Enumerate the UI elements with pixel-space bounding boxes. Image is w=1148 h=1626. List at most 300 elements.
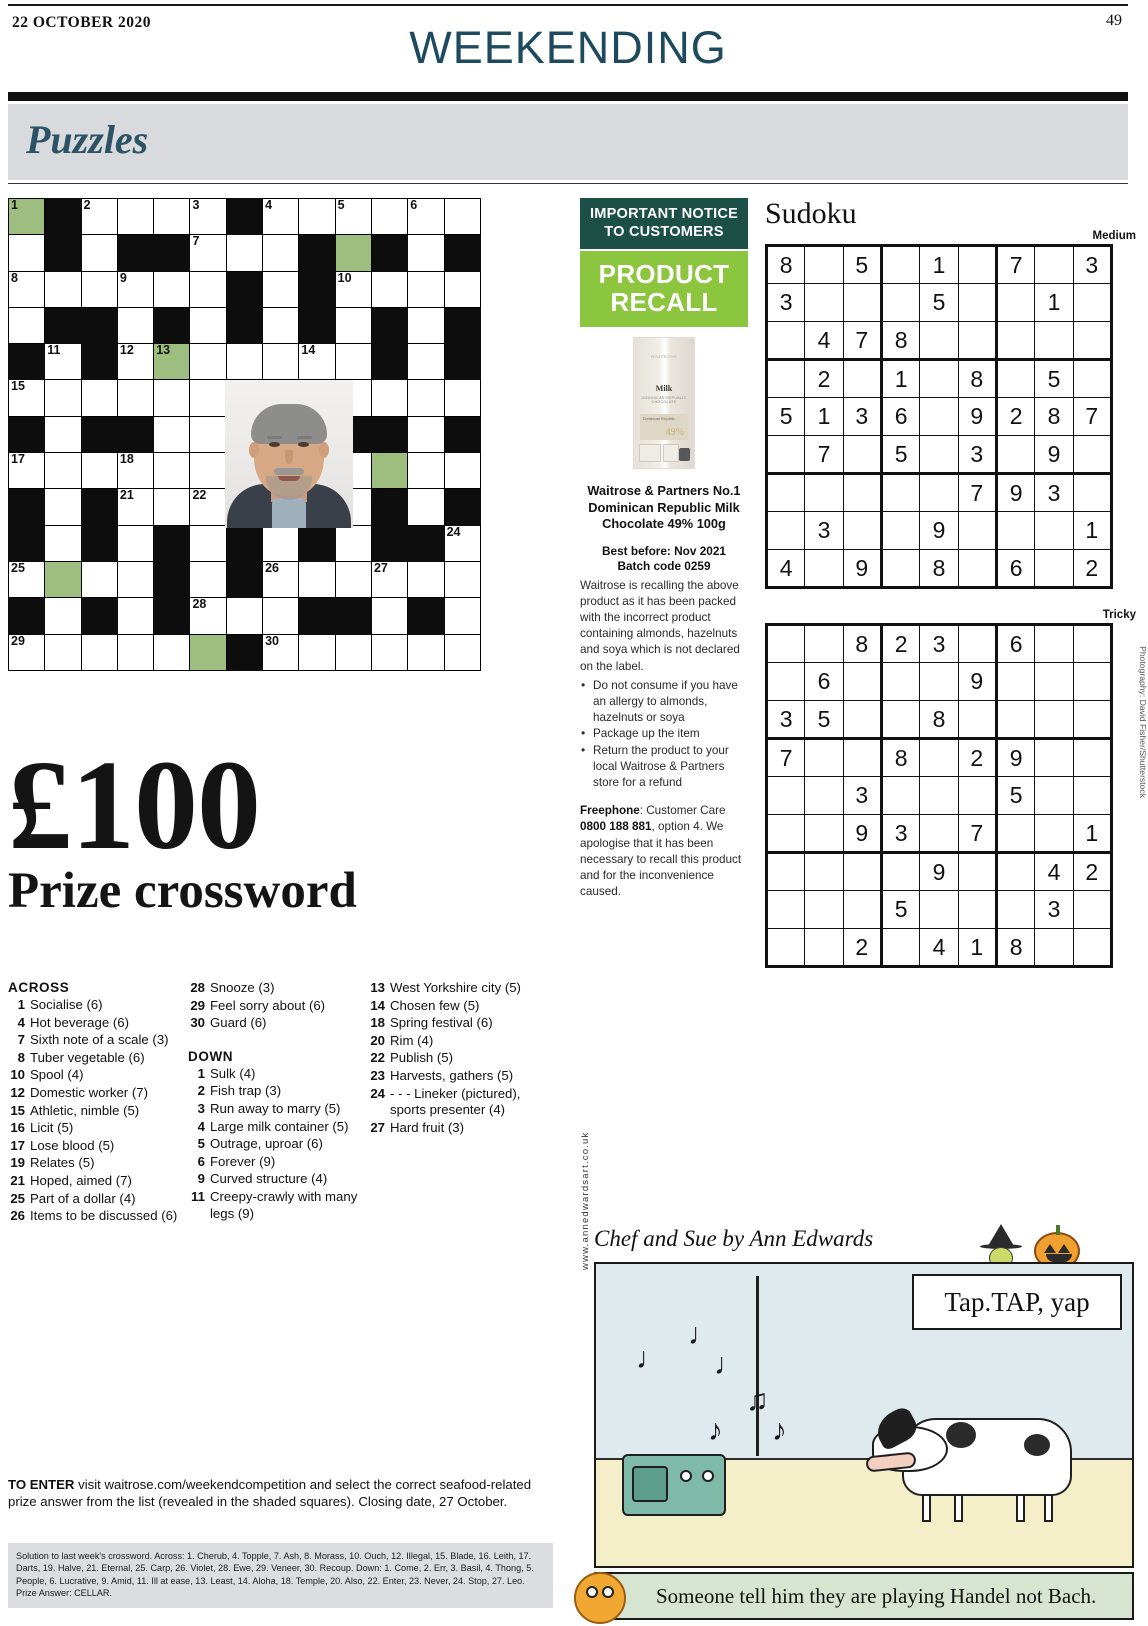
sudoku-tricky-given-cell[interactable]: 2: [1073, 853, 1111, 891]
sudoku-tricky-empty-cell[interactable]: [767, 929, 805, 967]
sudoku-tricky-empty-cell[interactable]: [958, 853, 996, 891]
crossword-cell[interactable]: [335, 561, 371, 597]
sudoku-tricky-given-cell[interactable]: 8: [920, 701, 958, 739]
crossword-cell[interactable]: [444, 561, 480, 597]
sudoku-tricky-empty-cell[interactable]: [1035, 663, 1073, 701]
sudoku-tricky-given-cell[interactable]: 2: [881, 625, 919, 663]
sudoku-tricky-empty-cell[interactable]: [1073, 777, 1111, 815]
sudoku-medium-empty-cell[interactable]: [805, 474, 843, 512]
crossword-cell[interactable]: [408, 380, 444, 416]
sudoku-tricky-empty-cell[interactable]: [1035, 701, 1073, 739]
sudoku-medium-empty-cell[interactable]: [843, 284, 881, 322]
sudoku-medium-given-cell[interactable]: 1: [1035, 284, 1073, 322]
sudoku-medium-empty-cell[interactable]: [805, 246, 843, 284]
sudoku-medium-empty-cell[interactable]: [920, 474, 958, 512]
crossword-cell[interactable]: [190, 453, 226, 489]
crossword-block-cell: [444, 416, 480, 452]
sudoku-tricky-given-cell[interactable]: 6: [805, 663, 843, 701]
crossword-cell[interactable]: [226, 235, 262, 271]
clue-number: 23: [370, 1067, 385, 1083]
sudoku-tricky-given-cell[interactable]: 9: [920, 853, 958, 891]
sudoku-medium-empty-cell[interactable]: [1073, 322, 1111, 360]
crossword-cell[interactable]: [444, 271, 480, 307]
sudoku-tricky-given-cell[interactable]: 4: [920, 929, 958, 967]
sudoku-tricky-empty-cell[interactable]: [1035, 777, 1073, 815]
recall-headline-2: RECALL: [610, 287, 718, 317]
sudoku-tricky-given-cell[interactable]: 4: [1035, 853, 1073, 891]
sudoku-medium-given-cell[interactable]: 7: [843, 322, 881, 360]
prize-amount: £100: [8, 734, 260, 876]
crossword-block-cell: [299, 235, 335, 271]
crossword-cell[interactable]: [226, 344, 262, 380]
crossword-cell[interactable]: [335, 344, 371, 380]
sudoku-tricky-empty-cell[interactable]: [958, 625, 996, 663]
sudoku-tricky-empty-cell[interactable]: [920, 815, 958, 853]
crossword-cell[interactable]: [190, 598, 226, 634]
sudoku-medium-empty-cell[interactable]: [767, 436, 805, 474]
sudoku-grid-medium[interactable]: [765, 244, 1113, 589]
portrait-illustration: [225, 380, 353, 528]
sudoku-tricky-empty-cell[interactable]: [843, 701, 881, 739]
sudoku-tricky-empty-cell[interactable]: [805, 739, 843, 777]
sudoku-medium-empty-cell[interactable]: [958, 322, 996, 360]
crossword-cell[interactable]: [263, 271, 299, 307]
crossword-cell[interactable]: [263, 634, 299, 670]
crossword-cell[interactable]: [117, 561, 153, 597]
crossword-cell[interactable]: [81, 271, 117, 307]
sudoku-medium-given-cell[interactable]: 7: [996, 246, 1034, 284]
sudoku-medium-given-cell[interactable]: 8: [1035, 398, 1073, 436]
sudoku-medium-given-cell[interactable]: 3: [1073, 246, 1111, 284]
sudoku-medium-given-cell[interactable]: 9: [958, 398, 996, 436]
crossword-clue-number: 9: [119, 270, 127, 285]
pack-band-text: Dominican Republic: [643, 417, 675, 421]
crossword-cell[interactable]: [263, 199, 299, 235]
crossword-cell[interactable]: [408, 271, 444, 307]
crossword-cell[interactable]: [45, 598, 81, 634]
crossword-cell[interactable]: [117, 453, 153, 489]
sudoku-tricky-empty-cell[interactable]: [805, 777, 843, 815]
clue-text: Fish trap (3): [210, 1083, 282, 1099]
sudoku-medium-empty-cell[interactable]: [920, 436, 958, 474]
crossword-cell[interactable]: [9, 561, 45, 597]
sudoku-medium-given-cell[interactable]: 8: [881, 322, 919, 360]
crossword-cell[interactable]: [263, 598, 299, 634]
sudoku-tricky-given-cell[interactable]: 9: [958, 663, 996, 701]
sudoku-medium-given-cell[interactable]: 5: [920, 284, 958, 322]
crossword-cell[interactable]: [444, 525, 480, 561]
crossword-cell[interactable]: [45, 453, 81, 489]
sudoku-tricky-empty-cell[interactable]: [805, 891, 843, 929]
crossword-cell[interactable]: [117, 344, 153, 380]
crossword-cell[interactable]: [408, 199, 444, 235]
sudoku-medium-given-cell[interactable]: 1: [920, 246, 958, 284]
sudoku-tricky-given-cell[interactable]: 1: [958, 929, 996, 967]
crossword-block-cell: [408, 598, 444, 634]
crossword-cell[interactable]: [408, 235, 444, 271]
crossword-cell[interactable]: [81, 235, 117, 271]
freephone-number: 0800 188 881: [580, 820, 652, 834]
sudoku-medium-empty-cell[interactable]: [958, 284, 996, 322]
sudoku-tricky-given-cell[interactable]: 7: [767, 739, 805, 777]
sudoku-tricky-empty-cell[interactable]: [805, 625, 843, 663]
crossword-cell[interactable]: [45, 380, 81, 416]
sudoku-medium-empty-cell[interactable]: [805, 284, 843, 322]
crossword-clue-number: 28: [192, 597, 207, 612]
crossword-cell[interactable]: [117, 598, 153, 634]
crossword-cell[interactable]: [408, 561, 444, 597]
sudoku-tricky-given-cell[interactable]: 3: [843, 777, 881, 815]
sudoku-medium-row: [767, 550, 1112, 588]
sudoku-tricky-empty-cell[interactable]: [881, 701, 919, 739]
sudoku-tricky-empty-cell[interactable]: [1073, 891, 1111, 929]
sudoku-tricky-empty-cell[interactable]: [1073, 625, 1111, 663]
sudoku-medium-empty-cell[interactable]: [767, 322, 805, 360]
sudoku-medium-empty-cell[interactable]: [843, 474, 881, 512]
sudoku-medium-empty-cell[interactable]: [805, 550, 843, 588]
crossword-cell[interactable]: [117, 489, 153, 525]
sudoku-tricky-empty-cell[interactable]: [996, 815, 1034, 853]
crossword-cell[interactable]: [299, 344, 335, 380]
sudoku-medium-given-cell[interactable]: 5: [843, 246, 881, 284]
sudoku-tricky-empty-cell[interactable]: [767, 815, 805, 853]
sudoku-medium-given-cell[interactable]: 2: [996, 398, 1034, 436]
sudoku-medium-given-cell[interactable]: 9: [920, 512, 958, 550]
sudoku-medium-empty-cell[interactable]: [958, 550, 996, 588]
crossword-cell[interactable]: [190, 271, 226, 307]
crossword-cell[interactable]: [190, 380, 226, 416]
crossword-shaded-cell[interactable]: [190, 634, 226, 670]
sudoku-tricky-empty-cell[interactable]: [1073, 701, 1111, 739]
crossword-cell[interactable]: [444, 380, 480, 416]
crossword-cell[interactable]: [154, 453, 190, 489]
portrait-shirt: [272, 498, 306, 528]
crossword-cell[interactable]: [335, 307, 371, 343]
crossword-cell[interactable]: [81, 453, 117, 489]
sudoku-tricky-given-cell[interactable]: 5: [881, 891, 919, 929]
sudoku-medium-given-cell[interactable]: 9: [1035, 436, 1073, 474]
crossword-cell[interactable]: [444, 634, 480, 670]
important-notice-banner: [580, 198, 748, 249]
sudoku-medium-empty-cell[interactable]: [1073, 360, 1111, 398]
sudoku-medium-empty-cell[interactable]: [1035, 246, 1073, 284]
crossword-cell[interactable]: [299, 634, 335, 670]
crossword-cell[interactable]: [9, 307, 45, 343]
crossword-cell[interactable]: [117, 525, 153, 561]
crossword-shaded-cell[interactable]: [9, 199, 45, 235]
sudoku-tricky-given-cell[interactable]: 7: [958, 815, 996, 853]
sudoku-tricky-empty-cell[interactable]: [881, 777, 919, 815]
crossword-cell[interactable]: [408, 344, 444, 380]
crossword-cell[interactable]: [371, 561, 407, 597]
across-clue-list-part2: [188, 980, 360, 1032]
sudoku-medium-empty-cell[interactable]: [881, 474, 919, 512]
sudoku-grid-tricky[interactable]: [765, 623, 1113, 968]
sudoku-medium-empty-cell[interactable]: [958, 512, 996, 550]
sudoku-tricky-given-cell[interactable]: 2: [843, 929, 881, 967]
crossword-cell[interactable]: [190, 489, 226, 525]
sudoku-tricky-given-cell[interactable]: 3: [881, 815, 919, 853]
pack-label-band: [640, 414, 688, 440]
sudoku-medium-given-cell[interactable]: 3: [843, 398, 881, 436]
crossword-cell[interactable]: [408, 416, 444, 452]
sudoku-tricky-empty-cell[interactable]: [767, 663, 805, 701]
crossword-cell[interactable]: [335, 525, 371, 561]
crossword-cell[interactable]: [371, 380, 407, 416]
crossword-cell[interactable]: [335, 199, 371, 235]
crossword-cell[interactable]: [190, 307, 226, 343]
sudoku-medium-given-cell[interactable]: 3: [767, 284, 805, 322]
crossword-row: [9, 344, 481, 380]
sudoku-tricky-empty-cell[interactable]: [920, 663, 958, 701]
crossword-cell[interactable]: [45, 634, 81, 670]
sudoku-tricky-empty-cell[interactable]: [958, 777, 996, 815]
sudoku-tricky-given-cell[interactable]: 3: [920, 625, 958, 663]
crossword-clue: [8, 1032, 180, 1049]
sudoku-medium-given-cell[interactable]: 3: [958, 436, 996, 474]
crossword-clue: [188, 1189, 360, 1222]
crossword-clue: [8, 1085, 180, 1102]
sudoku-tricky-empty-cell[interactable]: [996, 891, 1034, 929]
sudoku-tricky-given-cell[interactable]: 8: [881, 739, 919, 777]
crossword-cell[interactable]: [190, 344, 226, 380]
crossword-cell[interactable]: [9, 634, 45, 670]
sudoku-tricky-empty-cell[interactable]: [805, 815, 843, 853]
sudoku-tricky-empty-cell[interactable]: [996, 853, 1034, 891]
sudoku-medium-given-cell[interactable]: 9: [843, 550, 881, 588]
sudoku-tricky-empty-cell[interactable]: [767, 625, 805, 663]
crossword-cell[interactable]: [117, 271, 153, 307]
crossword-cell[interactable]: [444, 598, 480, 634]
sudoku-medium-empty-cell[interactable]: [843, 436, 881, 474]
sudoku-medium-given-cell[interactable]: 1: [805, 398, 843, 436]
sudoku-medium-empty-cell[interactable]: [881, 512, 919, 550]
crossword-cell[interactable]: [190, 235, 226, 271]
crossword-cell[interactable]: [45, 489, 81, 525]
crossword-cell[interactable]: [154, 416, 190, 452]
sudoku-tricky-row: [767, 853, 1112, 891]
sudoku-tricky-empty-cell[interactable]: [1073, 929, 1111, 967]
crossword-cell[interactable]: [263, 235, 299, 271]
crossword-cell[interactable]: [117, 634, 153, 670]
sudoku-tricky-empty-cell[interactable]: [1035, 929, 1073, 967]
crossword-clue: [188, 1083, 360, 1100]
sudoku-medium-empty-cell[interactable]: [920, 322, 958, 360]
crossword-cell[interactable]: [81, 634, 117, 670]
sudoku-tricky-given-cell[interactable]: 9: [996, 739, 1034, 777]
sudoku-tricky-empty-cell[interactable]: [843, 663, 881, 701]
crossword-cell[interactable]: [81, 199, 117, 235]
crossword-cell[interactable]: [45, 271, 81, 307]
sudoku-medium-empty-cell[interactable]: [1073, 474, 1111, 512]
crossword-cell[interactable]: [9, 453, 45, 489]
crossword-shaded-cell[interactable]: [154, 344, 190, 380]
sudoku-medium-given-cell[interactable]: 5: [767, 398, 805, 436]
sudoku-medium-empty-cell[interactable]: [1073, 284, 1111, 322]
crossword-cell[interactable]: [154, 634, 190, 670]
crossword-shaded-cell[interactable]: [371, 453, 407, 489]
crossword-cell[interactable]: [117, 199, 153, 235]
crossword-cell[interactable]: [444, 199, 480, 235]
crossword-cell[interactable]: [263, 344, 299, 380]
sudoku-medium-empty-cell[interactable]: [881, 246, 919, 284]
sudoku-medium-given-cell[interactable]: 2: [1073, 550, 1111, 588]
sudoku-tricky-empty-cell[interactable]: [1073, 739, 1111, 777]
sudoku-tricky-empty-cell[interactable]: [843, 853, 881, 891]
crossword-shaded-cell[interactable]: [335, 235, 371, 271]
crossword-cell[interactable]: [408, 634, 444, 670]
sudoku-tricky-empty-cell[interactable]: [805, 853, 843, 891]
sudoku-medium-given-cell[interactable]: 7: [1073, 398, 1111, 436]
crossword-cell[interactable]: [117, 307, 153, 343]
sudoku-medium-empty-cell[interactable]: [1035, 550, 1073, 588]
sudoku-medium-empty-cell[interactable]: [996, 284, 1034, 322]
sudoku-medium-given-cell[interactable]: 7: [805, 436, 843, 474]
crossword-cell[interactable]: [190, 199, 226, 235]
sudoku-tricky-empty-cell[interactable]: [881, 853, 919, 891]
sudoku-tricky-given-cell[interactable]: 8: [996, 929, 1034, 967]
crossword-cell[interactable]: [154, 380, 190, 416]
crossword-cell[interactable]: [117, 380, 153, 416]
sudoku-medium-empty-cell[interactable]: [881, 550, 919, 588]
sudoku-tricky-empty-cell[interactable]: [881, 929, 919, 967]
sudoku-tricky-empty-cell[interactable]: [1035, 815, 1073, 853]
sudoku-tricky-empty-cell[interactable]: [958, 701, 996, 739]
sudoku-tricky-given-cell[interactable]: 3: [767, 701, 805, 739]
crossword-cell[interactable]: [190, 416, 226, 452]
crossword-cell[interactable]: [45, 525, 81, 561]
sudoku-medium-given-cell[interactable]: 5: [881, 436, 919, 474]
sudoku-medium-given-cell[interactable]: 1: [1073, 512, 1111, 550]
sudoku-medium-given-cell[interactable]: 4: [767, 550, 805, 588]
crossword-block-cell: [117, 235, 153, 271]
sudoku-medium-given-cell[interactable]: 8: [767, 246, 805, 284]
sudoku-medium-given-cell[interactable]: 1: [881, 360, 919, 398]
sudoku-tricky-given-cell[interactable]: 5: [996, 777, 1034, 815]
crossword-cell[interactable]: [45, 344, 81, 380]
crossword-cell[interactable]: [9, 380, 45, 416]
sudoku-medium-empty-cell[interactable]: [920, 360, 958, 398]
sudoku-medium-given-cell[interactable]: 6: [881, 398, 919, 436]
sudoku-medium-given-cell[interactable]: 4: [805, 322, 843, 360]
recall-instruction-item: • Package up the item: [580, 726, 748, 742]
sudoku-medium-empty-cell[interactable]: [996, 512, 1034, 550]
sudoku-tricky-given-cell[interactable]: 6: [996, 625, 1034, 663]
crossword-cell[interactable]: [45, 416, 81, 452]
crossword-cell[interactable]: [154, 271, 190, 307]
crossword-cell[interactable]: [190, 525, 226, 561]
sudoku-tricky-empty-cell[interactable]: [996, 701, 1034, 739]
crossword-cell[interactable]: [371, 199, 407, 235]
sudoku-tricky-given-cell[interactable]: 2: [958, 739, 996, 777]
sudoku-tricky-empty-cell[interactable]: [843, 739, 881, 777]
sudoku-medium-given-cell[interactable]: 8: [958, 360, 996, 398]
sudoku-medium-given-cell[interactable]: 7: [958, 474, 996, 512]
crossword-cell[interactable]: [299, 561, 335, 597]
crossword-cell[interactable]: [371, 598, 407, 634]
crossword-shaded-cell[interactable]: [45, 561, 81, 597]
crossword-cell[interactable]: [81, 380, 117, 416]
sudoku-tricky-empty-cell[interactable]: [920, 739, 958, 777]
sudoku-medium-given-cell[interactable]: 6: [996, 550, 1034, 588]
crossword-cell[interactable]: [408, 307, 444, 343]
crossword-cell[interactable]: [9, 235, 45, 271]
sudoku-medium-empty-cell[interactable]: [996, 360, 1034, 398]
crossword-cell[interactable]: [190, 561, 226, 597]
best-before-date: Best before: Nov 2021: [602, 543, 726, 558]
sudoku-medium-given-cell[interactable]: 8: [920, 550, 958, 588]
sudoku-medium-empty-cell[interactable]: [996, 436, 1034, 474]
crossword-cell[interactable]: [335, 271, 371, 307]
sudoku-medium-given-cell[interactable]: 3: [805, 512, 843, 550]
crossword-cell[interactable]: [408, 453, 444, 489]
crossword-cell[interactable]: [299, 199, 335, 235]
crossword-cell[interactable]: [226, 598, 262, 634]
sudoku-tricky-empty-cell[interactable]: [920, 891, 958, 929]
clue-number: 22: [370, 1050, 385, 1066]
sudoku-tricky-empty-cell[interactable]: [767, 777, 805, 815]
crossword-cell[interactable]: [81, 561, 117, 597]
sudoku-medium-empty-cell[interactable]: [843, 512, 881, 550]
sudoku-tricky-empty-cell[interactable]: [1073, 663, 1111, 701]
crossword-cell[interactable]: [263, 307, 299, 343]
sudoku-medium-given-cell[interactable]: 2: [805, 360, 843, 398]
sudoku-medium-given-cell[interactable]: 5: [1035, 360, 1073, 398]
sudoku-tricky-empty-cell[interactable]: [767, 891, 805, 929]
crossword-cell[interactable]: [371, 271, 407, 307]
sudoku-tricky-empty-cell[interactable]: [843, 891, 881, 929]
sudoku-tricky-empty-cell[interactable]: [1035, 739, 1073, 777]
sudoku-medium-empty-cell[interactable]: [767, 360, 805, 398]
sudoku-tricky-given-cell[interactable]: 1: [1073, 815, 1111, 853]
product-image-wrap: [580, 337, 748, 474]
crossword-cell[interactable]: [444, 453, 480, 489]
sudoku-medium-empty-cell[interactable]: [996, 322, 1034, 360]
sudoku-medium-empty-cell[interactable]: [958, 246, 996, 284]
crossword-cell[interactable]: [335, 634, 371, 670]
crossword-cell[interactable]: [263, 561, 299, 597]
sudoku-medium-given-cell[interactable]: 3: [1035, 474, 1073, 512]
sudoku-tricky-given-cell[interactable]: 8: [843, 625, 881, 663]
sudoku-tricky-empty-cell[interactable]: [958, 891, 996, 929]
sudoku-medium-empty-cell[interactable]: [767, 474, 805, 512]
crossword-cell[interactable]: [408, 489, 444, 525]
sudoku-medium-empty-cell[interactable]: [920, 398, 958, 436]
sudoku-tricky-given-cell[interactable]: 9: [843, 815, 881, 853]
sudoku-medium-empty-cell[interactable]: [1073, 436, 1111, 474]
sudoku-tricky-empty-cell[interactable]: [996, 663, 1034, 701]
crossword-cell[interactable]: [154, 489, 190, 525]
sudoku-tricky-given-cell[interactable]: 5: [805, 701, 843, 739]
crossword-cell[interactable]: [371, 634, 407, 670]
sudoku-tricky-given-cell[interactable]: 3: [1035, 891, 1073, 929]
crossword-cell[interactable]: [154, 199, 190, 235]
sudoku-medium-empty-cell[interactable]: [843, 360, 881, 398]
sudoku-medium-empty-cell[interactable]: [767, 512, 805, 550]
crossword-cell[interactable]: [263, 525, 299, 561]
sudoku-tricky-empty-cell[interactable]: [881, 663, 919, 701]
chocolate-pack-image: [633, 337, 695, 469]
sudoku-medium-empty-cell[interactable]: [1035, 322, 1073, 360]
sudoku-medium-empty-cell[interactable]: [881, 284, 919, 322]
sudoku-tricky-empty-cell[interactable]: [767, 853, 805, 891]
sudoku-medium-empty-cell[interactable]: [1035, 512, 1073, 550]
sudoku-tricky-empty-cell[interactable]: [920, 777, 958, 815]
sudoku-tricky-empty-cell[interactable]: [1035, 625, 1073, 663]
sudoku-medium-given-cell[interactable]: 9: [996, 474, 1034, 512]
crossword-cell[interactable]: [9, 271, 45, 307]
sudoku-tricky-empty-cell[interactable]: [805, 929, 843, 967]
